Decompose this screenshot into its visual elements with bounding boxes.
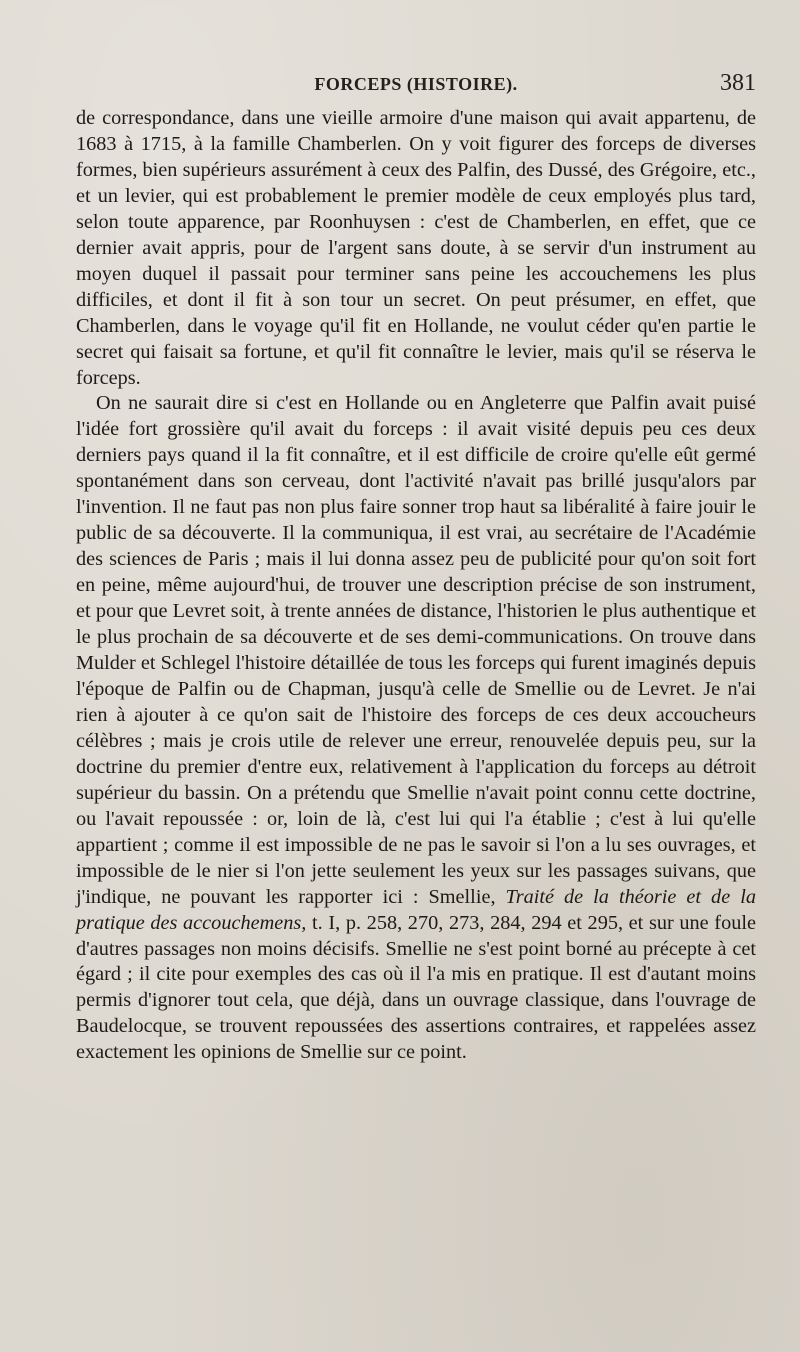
paragraph-2 — [76, 391, 756, 1066]
page-number: 381 — [720, 70, 756, 96]
page-header — [76, 70, 756, 106]
paragraph-1: de correspondance, dans une vieille armoire d'une maison qui avait appartenu, de 1683 à 1715, à la famille Chamberlen. On y voit figurer des forceps de diverses formes, bien supérieurs assurément à ceux des Palfin, des Dussé, des Grégoire, etc., et un levier, qui est probablement le premier modèle de ceux employés plus tard, selon toute apparence, par Roonhuysen : c'est de Chamberlen, en effet, que ce dernier avait appris, pour de l'argent sans doute, à se servir d'un instrument au moyen duquel il passait pour terminer sans peine les accouchemens les plus difficiles, et dont il fit à son tour un secret. On peut présumer, en effet, que Chamberlen, dans le voyage qu'il fit en Hollande, ne voulut céder qu'en partie le secret qui faisait sa fortune, et qu'il fit connaître le levier, mais qu'il se réserva le forceps. — [76, 107, 756, 389]
book-reference-title: Traité de la théorie et de la pratique des accouchemens, — [76, 885, 756, 934]
paragraph-2-text-after: t. I, p. 258, 270, 273, 284, 294 et 295, et sur une foule d'autres passages non moins décisifs. Smellie ne s'est point borné au précepte à cet égard ; il cite pour exemples des cas où il l'a mis en pratique. Il est d'autant moins permis d'ignorer tout cela, que déjà, dans un ouvrage classique, dans l'ouvrage de Baudelocque, se trouvent repoussées des assertions contraires, et rappelées assez exactement les opinions de Smellie sur ce point. — [76, 911, 756, 1064]
body-text — [76, 106, 756, 1066]
running-title: FORCEPS (HISTOIRE). — [314, 74, 518, 94]
paragraph-2-text-before: On ne saurait dire si c'est en Hollande ou en Angleterre que Palfin avait puisé l'idée fort grossière qu'il avait du forceps : il avait visité depuis peu ces deux derniers pays quand il la fit connaître, et il est difficile de croire qu'elle eût germé spontanément dans son cerveau, dont l'activité n'avait pas brillé jusqu'alors par l'invention. Il ne faut pas non plus faire sonner trop haut sa libéralité à faire jouir le public de sa découverte. Il la communiqua, il est vrai, au secrétaire de l'Académie des sciences de Paris ; mais il lui donna assez peu de publicité pour qu'on soit fort en peine, même aujourd'hui, de trouver une description précise de son instrument, et pour que Levret soit, à trente années de distance, l'historien le plus authentique et le plus prochain de sa découverte et de ses demi-communications. On trouve dans Mulder et Schlegel l'histoire détaillée de tous les forceps qui furent imaginés depuis l'époque de Palfin ou de Chapman, jusqu'à celle de Smellie ou de Levret. Je n'ai rien à ajouter à ce qu'on sait de l'histoire des forceps de ces deux accoucheurs célèbres ; mais je crois utile de relever une erreur, renouvelée depuis peu, sur la doctrine du premier d'entre eux, relativement à l'application du forceps au détroit supérieur du bassin. On a prétendu que Smellie n'avait point connu cette doctrine, ou l'avait repoussée : or, loin de là, c'est lui qui l'a établie ; c'est à lui qu'elle appartient ; comme il est impossible de ne pas le savoir si l'on a lu ses ouvrages, et impossible de le nier si l'on jette seulement les yeux sur les passages suivans, que j'indique, ne pouvant les rapporter ici : Smellie, — [76, 392, 756, 908]
